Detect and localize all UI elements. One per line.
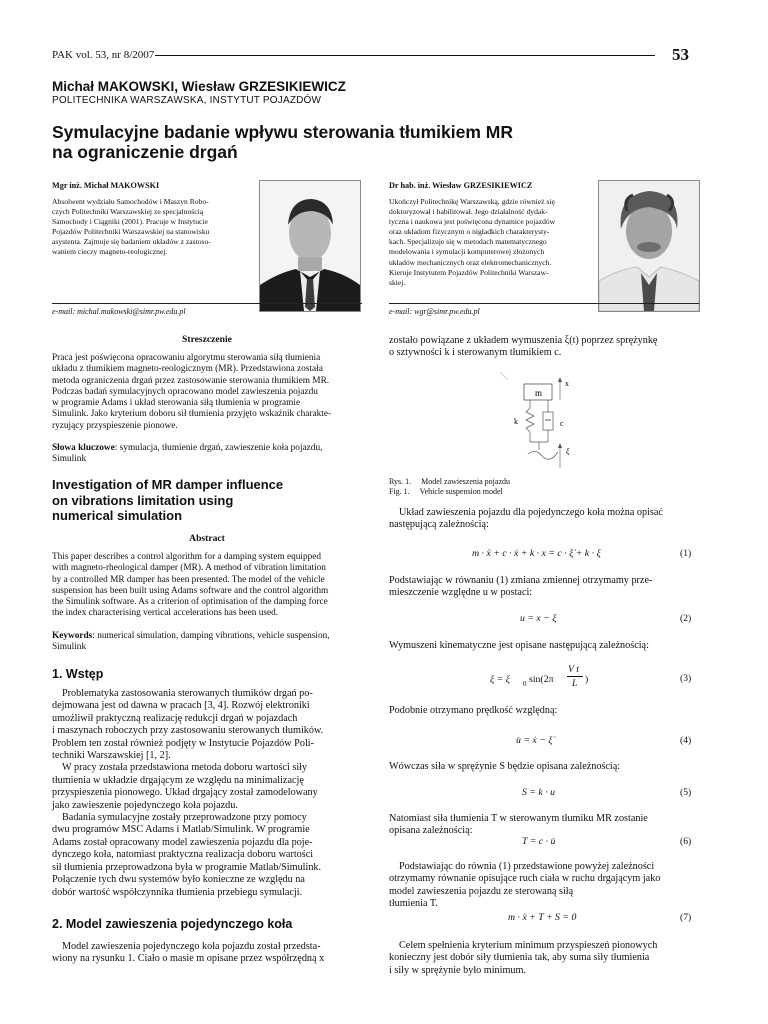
text-line: dynczego koła, natomiast praktyczna realizacja doboru wartości bbox=[52, 849, 314, 861]
section-2-text bbox=[52, 941, 362, 966]
eq3-fraction-bar bbox=[567, 676, 583, 677]
journal-header: PAK vol. 53, nr 8/2007 bbox=[52, 49, 155, 61]
equation-3-number: (3) bbox=[680, 673, 692, 684]
text-line: techniki Warszawskiej [1, 2]. bbox=[52, 750, 171, 762]
text-line: otrzymamy równanie opisujące ruch ciała w ruchu drgającym jako bbox=[389, 873, 661, 885]
keywords-line2-pl: Simulink bbox=[52, 454, 87, 465]
paragraph-8 bbox=[389, 940, 699, 977]
text-line: Celem spełnienia kryterium minimum przyspieszeń pionowych bbox=[399, 940, 658, 951]
eq3-sin: sin(2π bbox=[529, 674, 554, 685]
bio2-rule bbox=[389, 303, 699, 304]
paragraph-3: Wymuszeni kinematyczne jest opisane następującą zależnością: bbox=[389, 640, 649, 651]
equation-7-number: (7) bbox=[680, 912, 692, 923]
abstract-heading: Abstract bbox=[189, 533, 225, 544]
equation-2-number: (2) bbox=[680, 613, 692, 624]
paragraph-7 bbox=[389, 861, 699, 911]
text-line: Podstawiając w równaniu (1) zmiana zmiennej otrzymamy prze- bbox=[389, 575, 653, 586]
text-line: Model zawieszenia pojedynczego koła pojazdu został przedsta- bbox=[62, 941, 321, 952]
author-photo-1 bbox=[259, 180, 361, 312]
bio-line: asystenta. Zajmuje się badaniem układów z zastoso- bbox=[52, 237, 211, 247]
equation-4: u̇ = ẋ − ξ̇ bbox=[516, 735, 553, 746]
text-line: W pracy została przedstawiona metoda doboru wartości siły bbox=[62, 762, 308, 774]
text-line: tłumienia w układzie drgającym ze względu na minimalizację bbox=[52, 774, 304, 786]
keywords-label-en: Keywords bbox=[52, 631, 93, 641]
bio-line: układów mechanicznych oraz elektromechanicznych. bbox=[389, 257, 552, 267]
abstract-line: suspension has been built using Adams software and the control algorithm bbox=[52, 585, 329, 596]
text-line: wiony na rysunku 1. Ciało o masie m opisane przez współrzędną x bbox=[52, 953, 325, 965]
x-label: x bbox=[565, 379, 569, 388]
title-line-2: na ograniczenie drgań bbox=[52, 142, 238, 162]
bio-line: Kieruje Instytutem Pojazdów Politechniki Warszaw- bbox=[389, 267, 549, 277]
bio2-text bbox=[389, 197, 587, 288]
bio-line: kach. Specjalizuje się w metodach matematycznego bbox=[389, 237, 547, 247]
text-line: Natomiast siła tłumienia T w sterowanym tłumiku MR zostanie bbox=[389, 813, 648, 824]
bio-line: tyczna i naukowa jest poświęcona dynamice pojazdów bbox=[389, 217, 556, 227]
equation-5-number: (5) bbox=[680, 787, 692, 798]
k-label: k bbox=[514, 417, 518, 426]
abstract-line: Praca jest poświęcona opracowaniu algorytmu sterowania siłą tłumienia bbox=[52, 353, 321, 363]
eq3-subscript: 0 bbox=[523, 680, 527, 688]
right-intro bbox=[389, 335, 699, 360]
keywords-en bbox=[52, 631, 362, 654]
equation-2: u = x − ξ bbox=[520, 613, 557, 624]
c-label: c bbox=[560, 419, 564, 428]
abstract-line: by a controlled MR damper has been presented. The model of the vehicle bbox=[52, 574, 325, 585]
text-line: dejmowana jest od dawna w pracach [3, 4]. Rozwój elektroniki bbox=[52, 700, 310, 712]
equation-4-number: (4) bbox=[680, 735, 692, 746]
equation-6-number: (6) bbox=[680, 836, 692, 847]
xi-label: ξ bbox=[566, 447, 570, 456]
spring bbox=[526, 408, 534, 432]
caption-num: Rys. 1. bbox=[389, 477, 412, 486]
text-line: i maszynach roboczych przy zastosowaniu sterowanych tłumików. bbox=[52, 725, 324, 737]
bio-line: czych Politechniki Warszawskiej ze specjalnością bbox=[52, 207, 204, 217]
text-line: o sztywności k i sterowanym tłumikiem c. bbox=[389, 347, 562, 359]
slowa-kluczowe bbox=[52, 443, 362, 466]
text-line: sił tłumienia przeprowadzona była w programie Matlab/Simulink. bbox=[52, 861, 322, 873]
mass-label: m bbox=[535, 388, 543, 398]
keywords-label-pl: Słowa kluczowe bbox=[52, 443, 115, 453]
institution: POLITECHNIKA WARSZAWSKA, INSTYTUT POJAZDÓW bbox=[52, 95, 322, 106]
caption-text-pl: Model zawieszenia pojazdu bbox=[421, 477, 510, 486]
abstract-line: with magneto-rheological damper (MR). A method of vibration limitation bbox=[52, 563, 326, 574]
bio-line: skiej. bbox=[389, 277, 406, 287]
english-title-line: numerical simulation bbox=[52, 508, 183, 523]
text-line: Połączenie tych dwu systemów było konieczne ze względu na bbox=[52, 874, 305, 886]
text-line: tłumienia T. bbox=[389, 898, 438, 910]
section-1-title: 1. Wstęp bbox=[52, 667, 104, 681]
figure-caption bbox=[389, 477, 510, 497]
equation-3 bbox=[490, 664, 630, 694]
bio-line: doktoryzował i habilitował. Jego działalność dydak- bbox=[389, 207, 548, 217]
bio1-text bbox=[52, 197, 248, 258]
section-2-title: 2. Model zawieszenia pojedynczego koła bbox=[52, 917, 293, 931]
caption-text-en: Vehicle suspension model bbox=[419, 487, 503, 496]
text-line: dobór wartość współczynnika tłumienia przebiegu symulacji. bbox=[52, 886, 303, 898]
english-title bbox=[52, 477, 362, 524]
bio-line: waniem cieczy magneto-reologicznej. bbox=[52, 247, 168, 257]
authors: Michał MAKOWSKI, Wiesław GRZESIKIEWICZ bbox=[52, 79, 346, 94]
keywords-line2-en: Simulink bbox=[52, 642, 87, 653]
text-line: Adams został opracowany model zawieszenia pojazdu dla poje- bbox=[52, 836, 313, 848]
header-rule bbox=[155, 55, 655, 56]
paragraph-5: Wówczas siła w sprężynie S będzie opisana zależnością: bbox=[389, 761, 621, 772]
text-line: przyspieszenia pionowego. Układ drgający został zamodelowany bbox=[52, 787, 318, 799]
text-line: następującą zależnością: bbox=[389, 519, 489, 531]
bio-line: Pojazdów Politechniki Warszawskiej na stanowisku bbox=[52, 227, 210, 237]
equation-1-number: (1) bbox=[680, 548, 692, 559]
eq3-numerator: V t bbox=[568, 664, 579, 675]
abstract-line: metoda ograniczenia drgań przez zastosowanie sterowania tłumikiem MR. bbox=[52, 375, 330, 386]
text-line: Badania symulacyjne zostały przeprowadzone przy pomocy bbox=[62, 812, 307, 824]
paragraph-1 bbox=[389, 507, 699, 532]
road-profile bbox=[528, 451, 558, 459]
streszczenie-text bbox=[52, 353, 362, 432]
text-line: Podstawiając do równia (1) przedstawione powyżej zależności bbox=[399, 861, 655, 872]
abstract-line: w programie Adams i układ sterowania siłą tłumienia w programie bbox=[52, 398, 301, 409]
abstract-text bbox=[52, 552, 362, 620]
english-title-line: Investigation of MR damper influence bbox=[52, 477, 284, 492]
abstract-line: This paper describes a control algorithm for a damping system equipped bbox=[52, 552, 322, 562]
eq3-lhs: ξ = ξ bbox=[490, 674, 510, 685]
english-title-line: on vibrations limitation using bbox=[52, 492, 234, 508]
bio1-rule bbox=[52, 303, 362, 304]
text-line: opisana zależnością: bbox=[389, 825, 473, 837]
abstract-line: Simulink. Jako kryterium doboru sił tłumienia przyjęto wskaźnik charakte- bbox=[52, 409, 332, 420]
suspension-model-figure bbox=[500, 372, 600, 472]
page-number: 53 bbox=[672, 45, 689, 64]
suspension-diagram bbox=[500, 372, 600, 472]
text-line: umożliwił praktyczną realizację redukcji drgań w pojazdach bbox=[52, 712, 298, 724]
text-line: Problematyka zastosowania sterowanych tłumików drgań po- bbox=[62, 688, 313, 699]
equation-5: S = k · u bbox=[522, 787, 556, 798]
equation-1: m · ẍ + c · ẋ + k · x = c · ξ̇ + k · ξ bbox=[472, 548, 601, 559]
text-line: zostało powiązane z układem wymuszenia ξ(t) poprzez sprężynkę bbox=[389, 335, 658, 346]
text-line: Układ zawieszenia pojazdu dla pojedynczego koła można opisać bbox=[399, 507, 663, 518]
text-line: mieszczenie względne u w postaci: bbox=[389, 587, 533, 599]
streszczenie-heading: Streszczenie bbox=[182, 334, 232, 345]
bio2-email: e-mail: wgr@simr.pw.edu.pl bbox=[389, 307, 480, 316]
author-photo-2 bbox=[598, 180, 700, 312]
bio1-name: Mgr inż. Michał MAKOWSKI bbox=[52, 181, 160, 190]
paragraph-2 bbox=[389, 575, 699, 600]
bio2-name: Dr hab. inż. Wiesław GRZESIKIEWICZ bbox=[389, 181, 533, 190]
section-1-text bbox=[52, 688, 362, 899]
text-line: model zawieszenia pojazdu ze sterowaną siłą bbox=[389, 885, 574, 897]
bio-line: Samochody i Ciągniki (2001). Pracuje w Instytucie bbox=[52, 217, 208, 227]
abstract-line: ryzujący przyspieszenie pionowe. bbox=[52, 420, 178, 431]
eq3-close: ) bbox=[585, 674, 589, 685]
damper bbox=[543, 412, 553, 430]
bio1-email: e-mail: michal.makowski@simr.pw.edu.pl bbox=[52, 307, 186, 316]
eq3-denominator: L bbox=[572, 678, 578, 689]
paragraph-4: Podobnie otrzymano prędkość względną: bbox=[389, 705, 558, 716]
abstract-line: the index characterising vertical accelerations has been used. bbox=[52, 608, 279, 619]
text-line: Problem ten został również podjęty w Instytucie Pojazdów Poli- bbox=[52, 737, 314, 749]
bio-line: Absolwent wydziału Samochodów i Maszyn Robo- bbox=[52, 197, 209, 206]
caption-num: Fig. 1. bbox=[389, 487, 410, 496]
abstract-line: the Simulink software. As a criterion of optimisation of the damping force bbox=[52, 597, 328, 608]
paper-title bbox=[52, 122, 612, 162]
equation-7: m · ẍ + T + S = 0 bbox=[508, 912, 577, 923]
text-line: dwu programów MSC Adams i Matlab/Simulink. W programie bbox=[52, 824, 310, 836]
abstract-line: Podczas badań symulacyjnych opracowano model zawieszenia pojazdu bbox=[52, 386, 318, 397]
paragraph-6 bbox=[389, 813, 699, 838]
bio-line: Ukończył Politechnikę Warszawską, gdzie również się bbox=[389, 197, 555, 206]
keywords-text-pl: : symulacja, tłumienie drgań, zawieszenie koła pojazdu, bbox=[114, 443, 323, 453]
abstract-line: układu z tłumikiem magneto-reologicznym (MR). Przedstawiona została bbox=[52, 364, 323, 375]
title-line-1: Symulacyjne badanie wpływu sterowania tłumikiem MR bbox=[52, 122, 513, 142]
bio-line: modelowania i symulacji komputerowej złożonych bbox=[389, 247, 545, 257]
equation-6: T = c · u̇ bbox=[522, 836, 556, 847]
text-line: i siły w sprężynie było minimum. bbox=[389, 964, 526, 976]
text-line: konieczny jest dobór siły tłumienia tak, aby suma siły tłumienia bbox=[389, 952, 650, 964]
bio-line: oraz układom fizycznym o nigładkich charakterysty- bbox=[389, 227, 550, 237]
keywords-text-en: : numerical simulation, damping vibrations, vehicle suspension, bbox=[92, 631, 330, 641]
text-line: jako zawieszenie pojedynczego koła pojazdu. bbox=[52, 799, 238, 811]
